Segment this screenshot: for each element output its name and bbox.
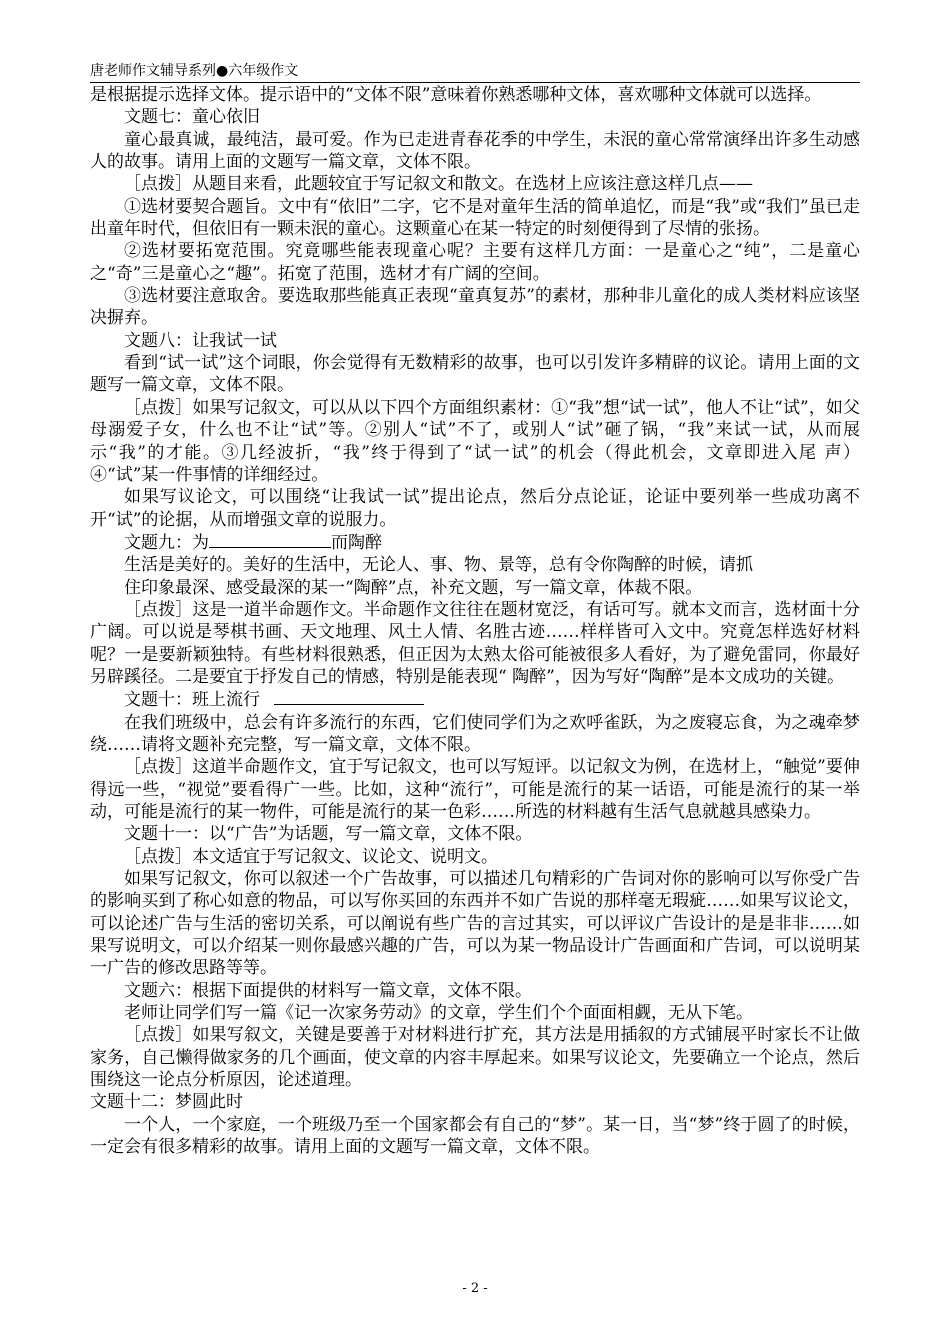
paragraph: ［点拨］如果写叙文，关键是要善于对材料进行扩充，其方法是用插叙的方式铺展平时家长不让做家务，自己懒得做家务的几个画面，使文章的内容丰厚起来。如果写议论文，先要确立一个论点，然后围绕这一论点分析原因，论述道理。 [90,1025,860,1091]
paragraph: 如果写议论文，可以围绕“让我试一试”提出论点，然后分点论证，论证中要列举一些成功离不开“试”的论据，从而增强文章的说服力。 [90,487,860,530]
page-header: 唐老师作文辅导系列●六年级作文 [90,62,860,83]
fill-in-blank [274,688,424,705]
document-body [90,84,860,1159]
paragraph: 看到“试一试”这个词眼，你会觉得有无数精彩的故事，也可以引发许多精辟的议论。请用上面的文题写一篇文章，文体不限。 [90,353,860,396]
paragraph [90,688,860,711]
paragraph [90,531,860,554]
paragraph: ③选材要注意取舍。要选取那些能真正表现“童真复苏”的素材，那种非儿童化的成人类材料应该坚决摒弃。 [90,286,860,329]
paragraph: 文题十一：以“广告”为话题，写一篇文章，文体不限。 [124,824,533,845]
paragraph: 文题六：根据下面提供的材料写一篇文章，文体不限。 [124,980,532,1001]
page-number: - 2 - [462,1281,488,1296]
paragraph: ［点拨］如果写记叙文，可以从以下四个方面组织素材：①“我”想“试一试”，他人不让“试”，如父母溺爱子女，什么也不让“试”等。②别人“试”不了，或别人“试”砸了锅，“我”来试一试，从而展示“我”的才能。③几经波折，“我”终于得到了“试一试”的机会（得此机会，文章即进入尾 声）④“试”某一件事情的详细经过。 [90,397,860,485]
paragraph: 一个人，一个家庭，一个班级乃至一个国家都会有自己的“梦”。某一日，当“梦”终于圆了的时候，一定会有很多精彩的故事。请用上面的文题写一篇文章，文体不限。 [90,1114,860,1158]
prompt-title: 文题九：为 [124,532,209,553]
prompt-title: 文题十：班上流行 [124,690,260,711]
paragraph: 住印象最深、感受最深的某一“陶醉”点，补充文题，写一篇文章，体裁不限。 [124,577,703,598]
paragraph: 文题八：让我试一试 [124,330,277,351]
paragraph: 老师让同学们写一篇《记一次家务劳动》的文章，学生们个个面面相觑，无从下笔。 [124,1003,753,1024]
paragraph: 如果写记叙文，你可以叙述一个广告故事，可以描述几句精彩的广告词对你的影响可以写你受广告的影响买到了称心如意的物品，可以写你买回的东西并不如广告说的那样毫无瑕疵……如果写议论文，可以论述广告与生活的密切关系，可以阐说有些广告的言过其实，可以评议广告设计的是是非非……如果写说明文，可以介绍某一则你最感兴趣的广告，可以为某一物品设计广告画面和广告词，可以说明某一广告的修改思路等等。 [90,869,860,979]
paragraph: 文题七：童心依旧 [124,107,260,128]
paragraph: 在我们班级中，总会有许多流行的东西，它们使同学们为之欢呼雀跃，为之废寝忘食，为之魂牵梦绕……请将文题补充完整，写一篇文章，文体不限。 [90,712,860,755]
paragraph: ［点拨］这是一道半命题作文。半命题作文往往在题材宽泛，有话可写。就本文而言，选材面十分广阔。可以说是琴棋书画、天文地理、风土人情、名胜古迹……样样皆可入文中。究竟怎样选好材料呢？一是要新颖独特。有些材料很熟悉，但正因为太熟太俗可能被很多人看好，为了避免雷同，你最好另辟蹊径。二是要宜于抒发自己的情感，特别是能表现“ 陶醉”，因为写好“陶醉”是本文成功的关键。 [90,599,860,687]
paragraph: ②选材要拓宽范围。究竟哪些能表现童心呢？主要有这样几方面：一是童心之“纯”，二是童心之“奇”三是童心之“趣”。拓宽了范围，选材才有广阔的空间。 [90,241,860,284]
paragraph: ①选材要契合题旨。文中有“依旧”二字，它不是对童年生活的简单追忆，而是“我”或“我们”虽已走出童年时代，但依旧有一颗未泯的童心。这颗童心在某一特定的时刻便得到了尽情的张扬。 [90,196,860,240]
paragraph: 生活是美好的。美好的生活中，无论人、事、物、景等，总有令你陶醉的时候，请抓 [124,555,753,576]
paragraph: ［点拨］这道半命题作文，宜于写记叙文，也可以写短评。以记叙文为例，在选材上，“触觉”要伸得远一些，“视觉”要看得广一些。比如，这种“流行”，可能是流行的某一话语，可能是流行的某一举动，可能是流行的某一物件，可能是流行的某一色彩……所选的材料越有生活气息就越具感染力。 [90,757,860,822]
fill-in-blank [209,531,331,548]
paragraph: 文题十二：梦圆此时 [90,1092,243,1113]
paragraph: 童心最真诚，最纯洁，最可爱。作为已走进青春花季的中学生，未泯的童心常常演绎出许多生动感人的故事。请用上面的文题写一篇文章，文体不限。 [90,129,860,173]
paragraph: ［点拨］本文适宜于写记叙文、议论文、说明文。 [124,846,498,867]
paragraph: ［点拨］从题目来看，此题较宜于写记叙文和散文。在选材上应该注意这样几点—— [124,174,753,195]
document-page [90,62,860,1159]
prompt-title-suffix: 而陶醉 [331,532,382,553]
paragraph: 是根据提示选择文体。提示语中的“文体不限”意味着你熟悉哪种文体，喜欢哪种文体就可以选择。 [90,85,822,105]
